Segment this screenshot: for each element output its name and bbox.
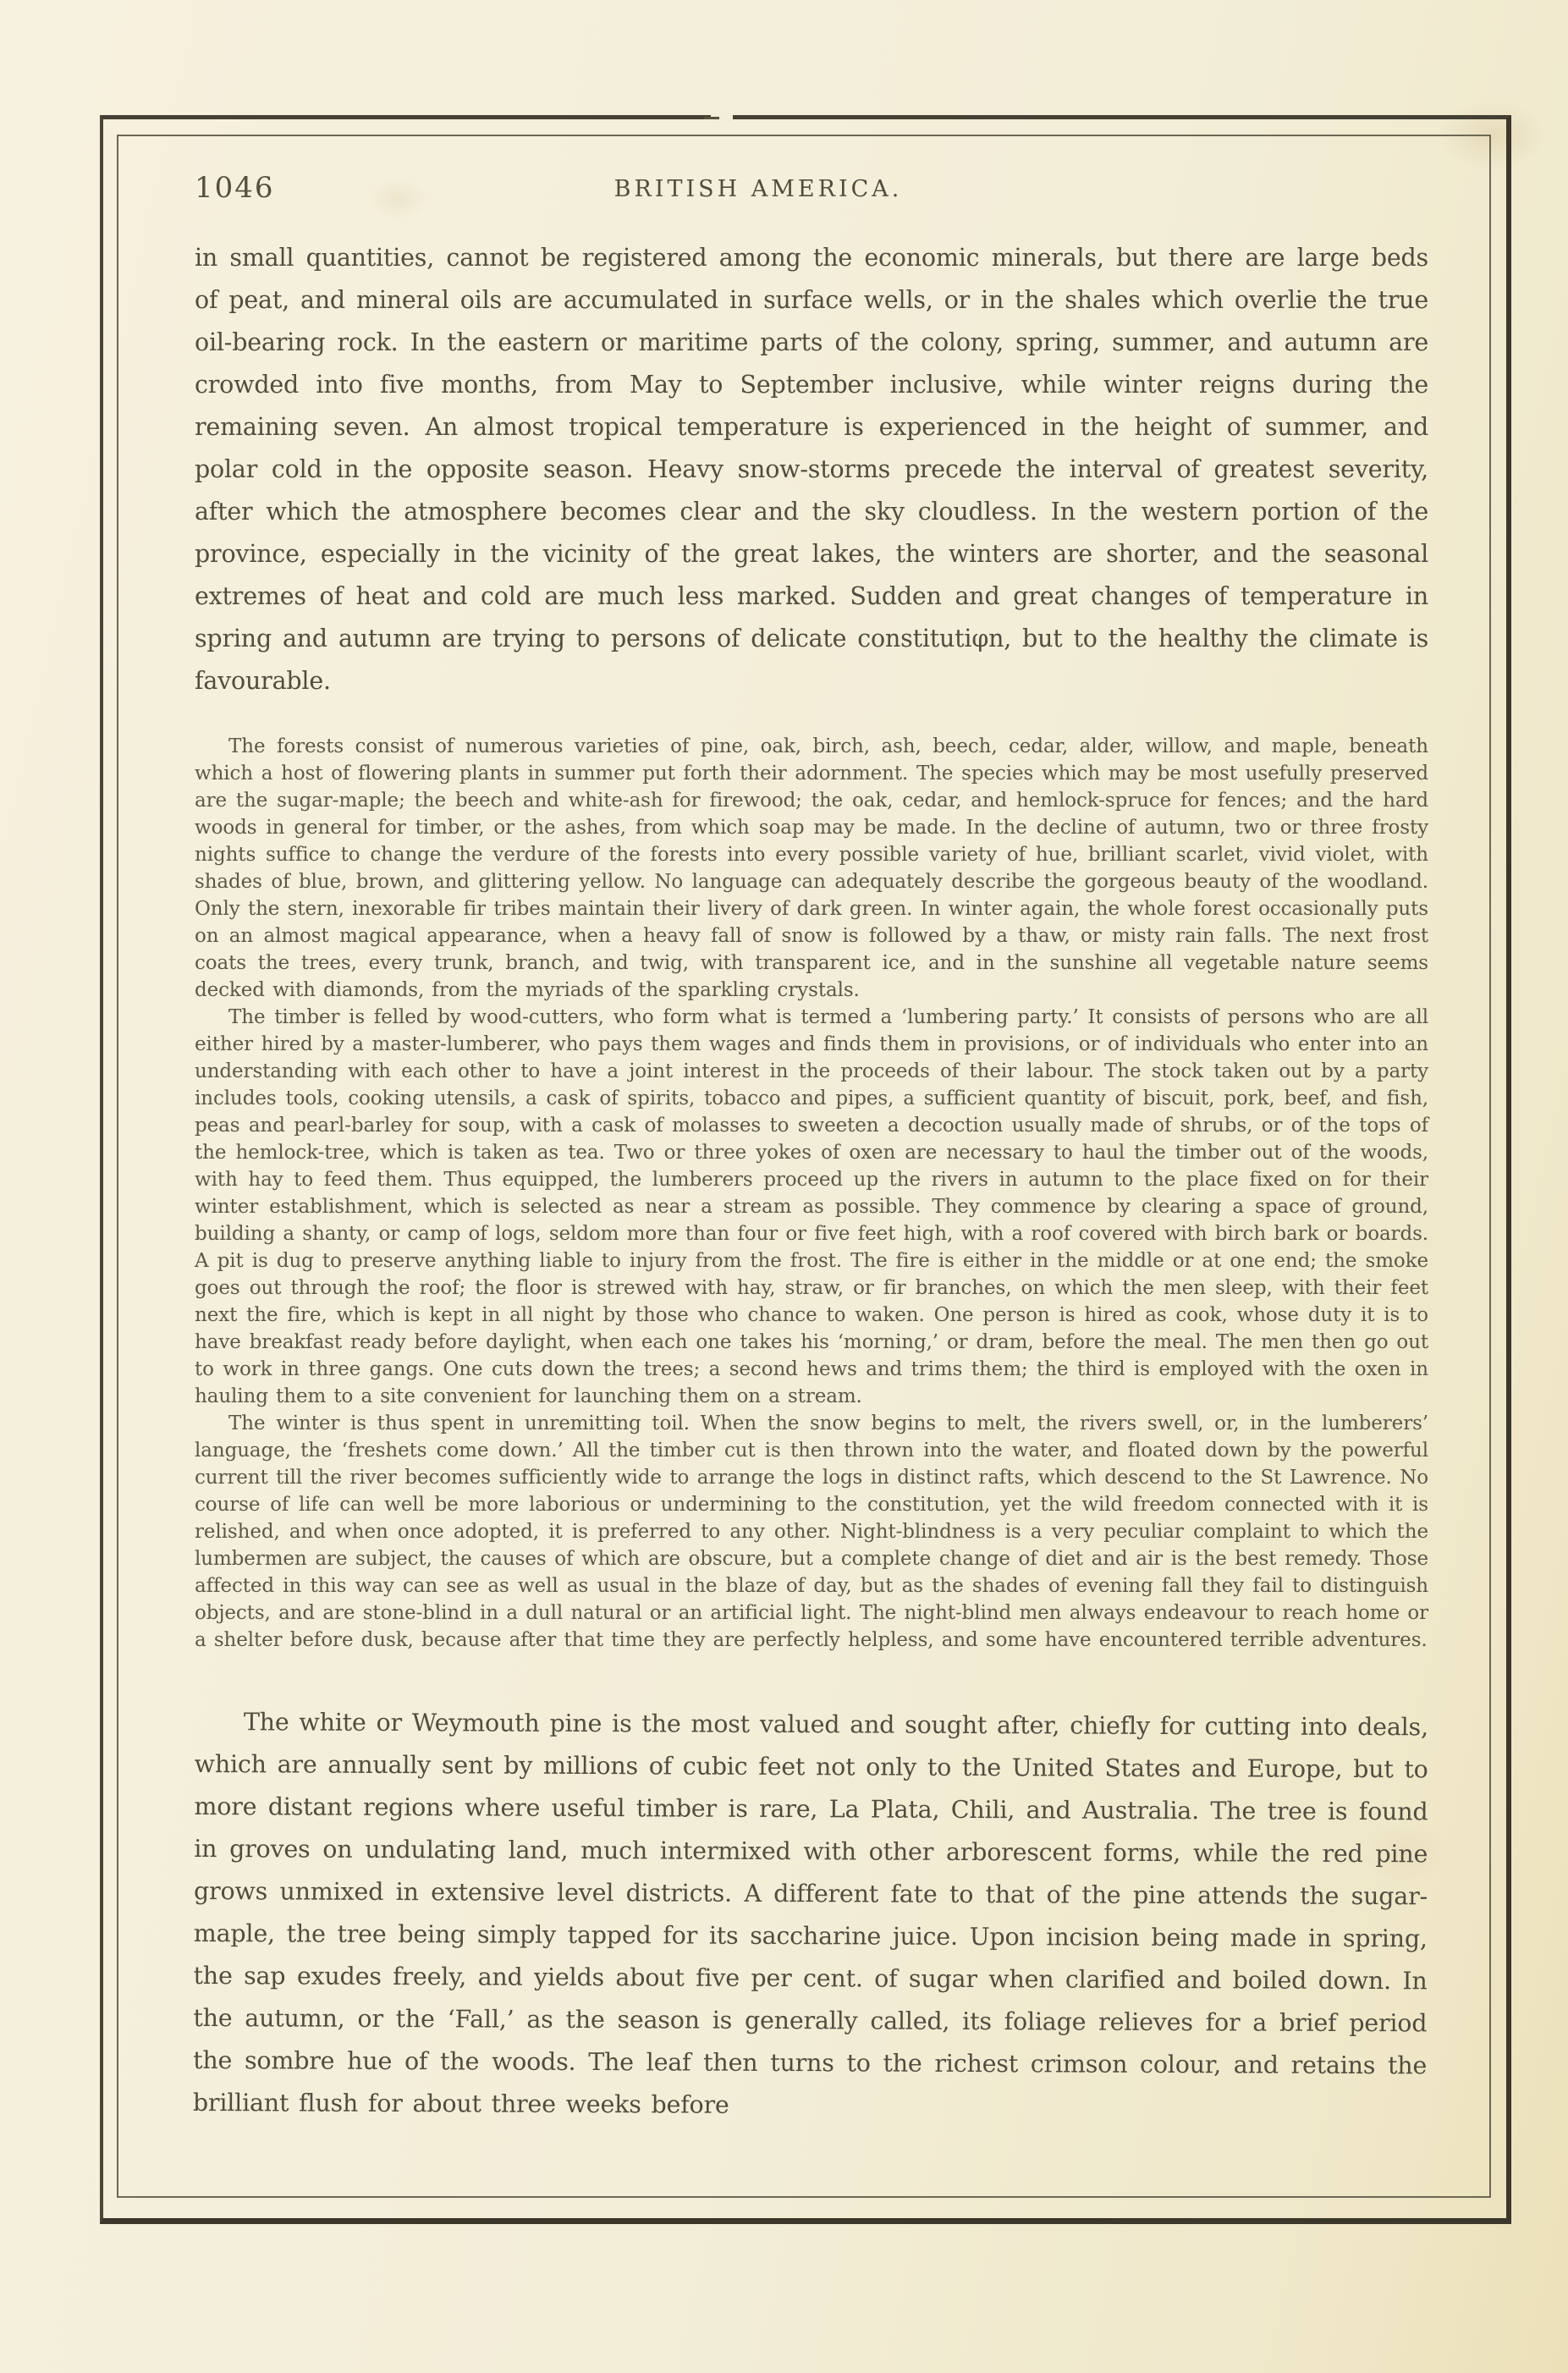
body-paragraph-continued: in small quantities, cannot be registered among the economic minerals, but there are large beds of peat, and mineral oils are accumulated in surface wells, or in the shales which overlie the true oil-bearing rock. In the eastern or maritime parts of the colony, spring, summer, and autumn are crowded into five months, from May to September inclusive, while winter reigns during the remaining seven. An almost tropical temperature is experienced in the height of summer, and polar cold in the opposite season. Heavy snow-storms precede the interval of greatest severity, after which the atmosphere becomes clear and the sky cloudless. In the western portion of the province, especially in the vicinity of the great lakes, the winters are shorter, and the seasonal extremes of heat and cold are much less marked. Sudden and great changes of temperature in spring and autumn are trying to persons of delicate constitutiφn, but to the healthy the climate is favourable. <box>195 244 1428 695</box>
body-paragraph-weymouth-pine: The white or Weymouth pine is the most valued and sought after, chiefly for cutting into deals, which are annually sent by millions of cubic feet not only to the United States and Europe, but to more distant regions where useful timber is rare, La Plata, Chili, and Australia. The tree is found in groves on undulating land, much intermixed with other arborescent forms, while the red pine grows unmixed in extensive level districts. A different fate to that of the pine attends the sugar-maple, the tree being simply tapped for its saccharine juice. Upon incision being made in spring, the sap exudes freely, and yields about five per cent. of sugar when clarified and boiled down. In the autumn, or the ‘Fall,’ as the season is generally called, its foliage relieves for a brief period the sombre hue of the woods. The leaf then turns to the richest crimson colour, and retains the brilliant flush for about three weeks before <box>192 1708 1428 2119</box>
page-content <box>192 166 1428 2124</box>
page-header <box>195 166 1428 237</box>
fine-print-paragraph-forests: The forests consist of numerous varieties of pine, oak, birch, ash, beech, cedar, alder, willow, and maple, beneath which a host of flowering plants in summer put forth their adornment. The species which may be most usefully preserved are the sugar-maple; the beech and white-ash for firewood; the oak, cedar, and hemlock-spruce for fences; and the hard woods in general for timber, or the ashes, from which soap may be made. In the decline of autumn, two or three frosty nights suffice to change the verdure of the forests into every possible variety of hue, brilliant scarlet, vivid violet, with shades of blue, brown, and glittering yellow. No language can adequately describe the gorgeous beauty of the woodland. Only the stern, inexorable fir tribes maintain their livery of dark green. In winter again, the whole forest occasionally puts on an almost magical appearance, when a heavy fall of snow is followed by a thaw, or misty rain falls. The next frost coats the trees, every trunk, branch, and twig, with transparent ice, and in the sunshine all vegetable nature seems decked with diamonds, from the myriads of the sparkling crystals. <box>195 735 1428 1001</box>
page-number: 1046 <box>195 171 275 205</box>
fine-print-paragraph-winter: The winter is thus spent in unremitting toil. When the snow begins to melt, the rivers swell, or, in the lumberers’ language, the ‘freshets come down.’ All the timber cut is then thrown into the water, and floated down by the powerful current till the river becomes sufficiently wide to arrange the logs in distinct rafts, which descend to the St Lawrence. No course of life can well be more laborious or undermining to the constitution, yet the wild freedom connected with it is relished, and when once adopted, it is preferred to any other. Night-blindness is a very peculiar complaint to which the lumbermen are subject, the causes of which are obscure, but a complete change of diet and air is the best remedy. Those affected in this way can see as well as usual in the blaze of day, but as the shades of evening fall they fail to distinguish objects, and are stone-blind in a dull natural or an artificial light. The night-blind men always endeavour to reach home or a shelter before dusk, because after that time they are perfectly helpless, and some have encountered terrible adventures. <box>195 1412 1428 1651</box>
running-head-title: BRITISH AMERICA. <box>613 176 903 202</box>
fine-print-paragraph-lumbering: The timber is felled by wood-cutters, who form what is termed a ‘lumbering party.’ It consists of persons who are all either hired by a master-lumberer, who pays them wages and finds them in provisions, or of individuals who enter into an understanding with each other to have a joint interest in the proceeds of their labour. The stock taken out by a party includes tools, cooking utensils, a cask of spirits, tobacco and pipes, a sufficient quantity of biscuit, pork, beef, and fish, peas and pearl-barley for soup, with a cask of molasses to sweeten a decoction usually made of shrubs, or of the tops of the hemlock-tree, which is taken as tea. Two or three yokes of oxen are necessary to haul the timber out of the woods, with hay to feed them. Thus equipped, the lumberers proceed up the rivers in autumn to the place fixed on for their winter establishment, which is selected as near a stream as possible. They commence by clearing a space of ground, building a shanty, or camp of logs, seldom more than four or five feet high, with a roof covered with birch bark or boards. A pit is dug to preserve anything liable to injury from the frost. The fire is either in the middle or at one end; the smoke goes out through the roof; the floor is strewed with hay, straw, or fir branches, on which the men sleep, with their feet next the fire, which is kept in all night by those who chance to waken. One person is hired as cook, whose duty it is to have breakfast ready before daylight, when each one takes his ‘morning,’ or dram, before the meal. The men then go out to work in three gangs. One cuts down the trees; a second hews and trims them; the third is employed with the oxen in hauling them to a site convenient for launching them on a stream. <box>195 1006 1428 1407</box>
top-rule-break-dash <box>704 117 719 119</box>
